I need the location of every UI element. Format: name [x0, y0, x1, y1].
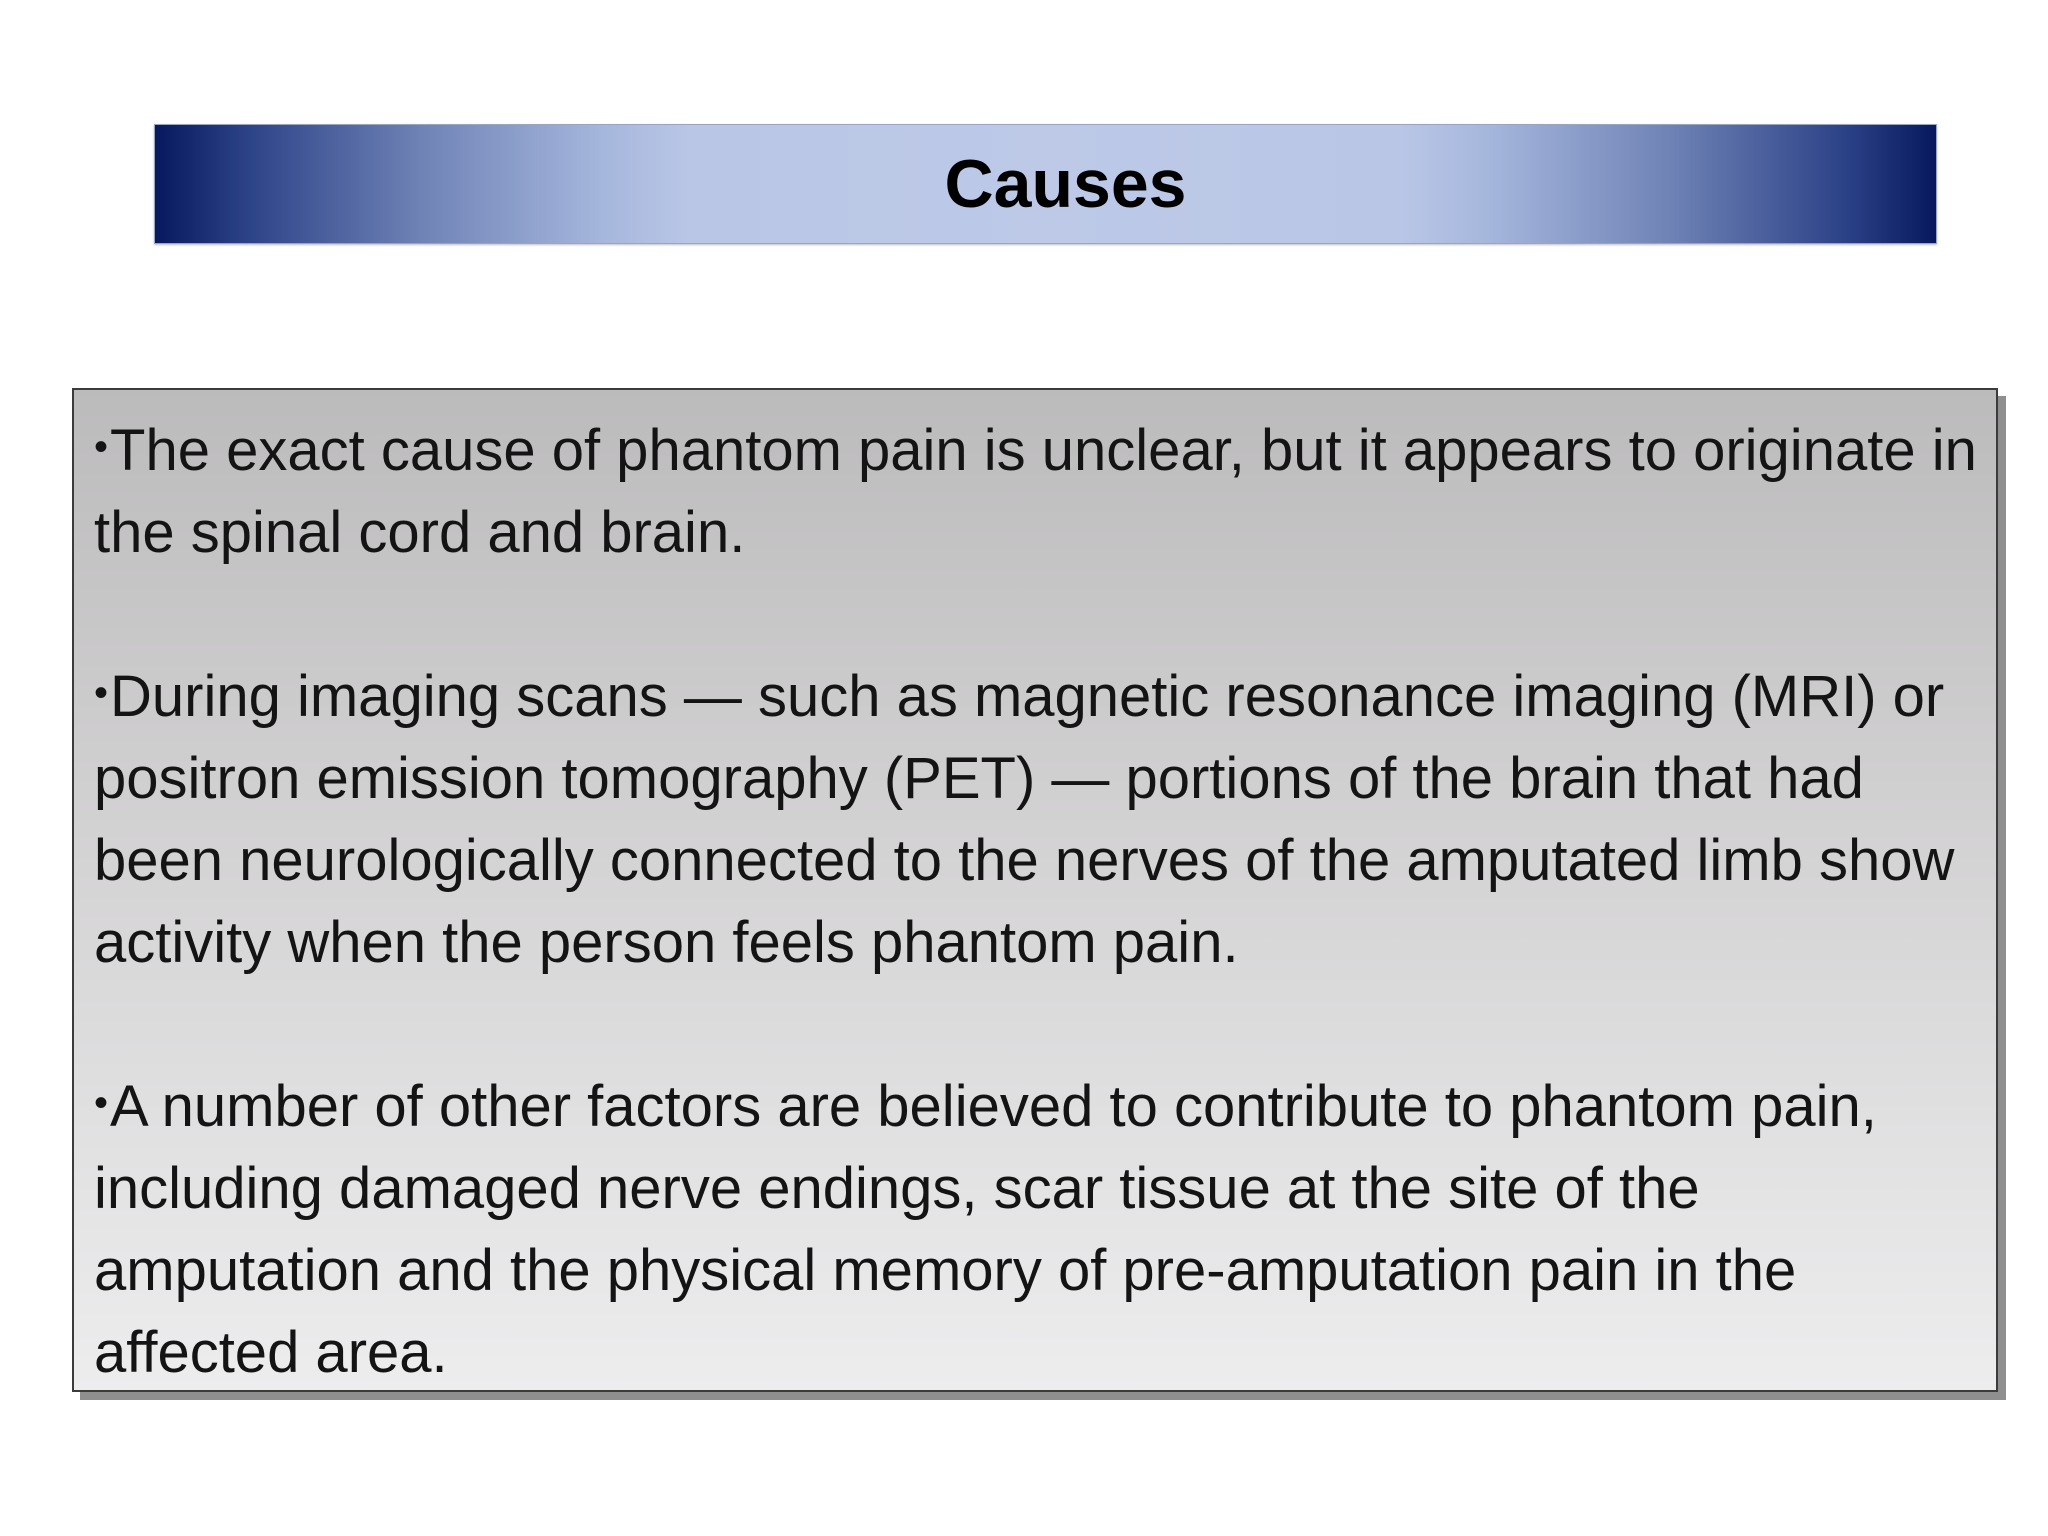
bullet-item [94, 410, 1980, 574]
bullet-item [94, 656, 1980, 984]
bullet-item [94, 1066, 1980, 1394]
slide-title: Causes [944, 146, 1187, 222]
title-banner [154, 124, 1937, 244]
bullet-marker: • [94, 671, 109, 715]
content-box [72, 388, 1998, 1392]
bullet-text: During imaging scans — such as magnetic resonance imaging (MRI) or positron emission tomography (PET) — portions of the brain that had been neurologically connected to the nerves of the amputated limb show activity when the person feels phantom pain. [94, 664, 1955, 975]
bullet-text: The exact cause of phantom pain is unclear, but it appears to originate in the spinal cord and brain. [94, 418, 1977, 565]
bullet-text: A number of other factors are believed to contribute to phantom pain, including damaged nerve endings, scar tissue at the site of the amputation and the physical memory of pre-amputation pain in the affected area. [94, 1074, 1877, 1385]
bullet-marker: • [94, 425, 109, 469]
bullet-marker: • [94, 1081, 109, 1125]
